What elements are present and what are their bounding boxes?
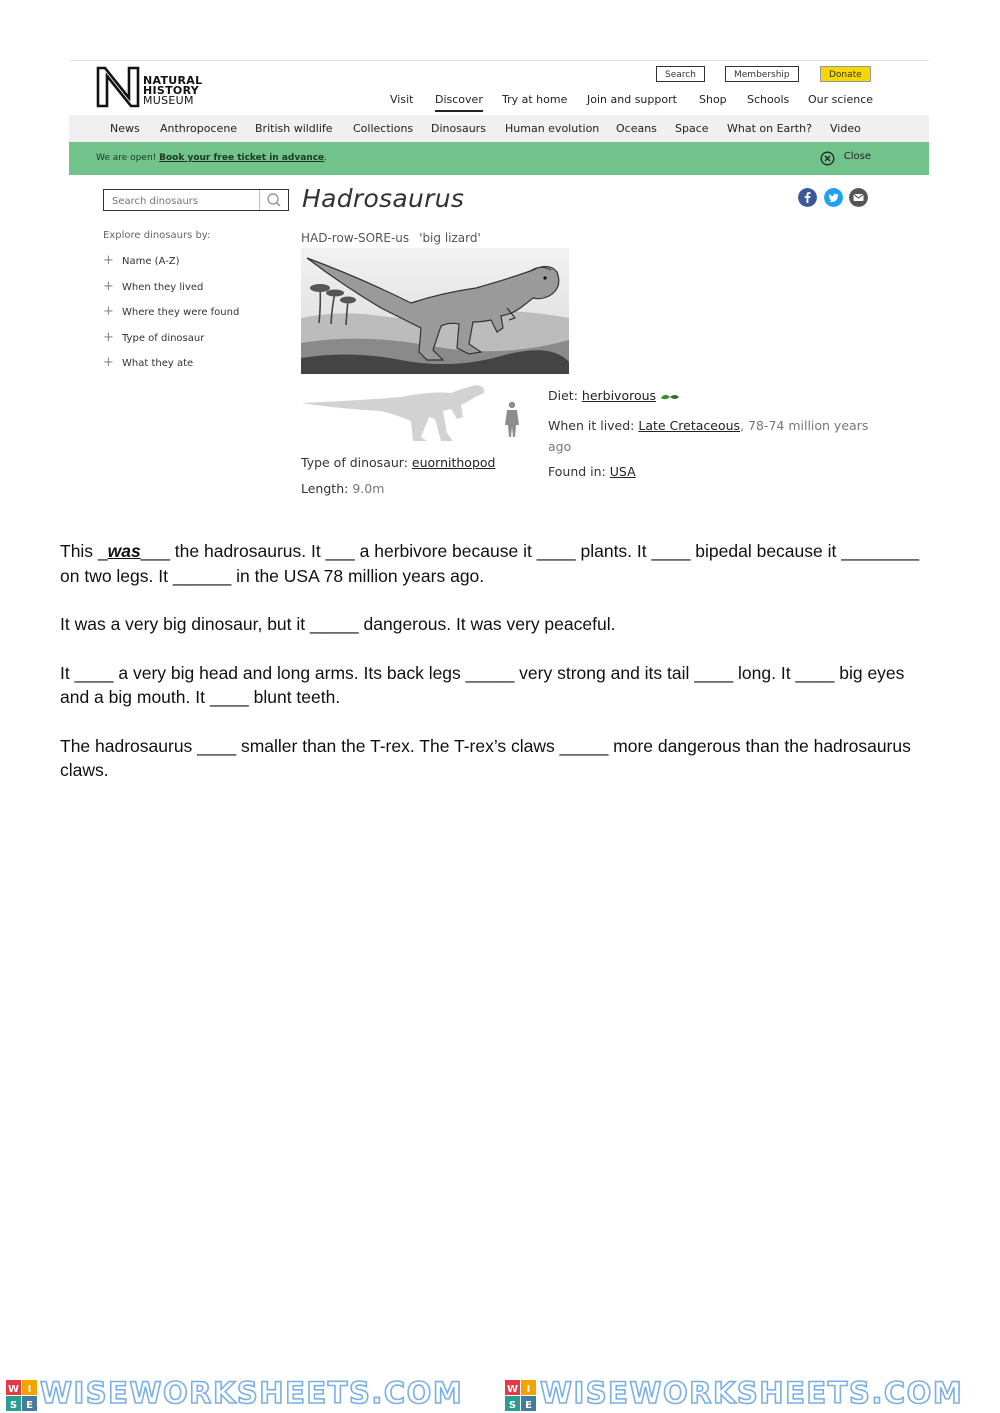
late-cretaceous-link[interactable]: Late Cretaceous (638, 418, 741, 433)
euornithopod-link[interactable]: euornithopod (411, 455, 496, 470)
dinosaur-name: Hadrosaurus (302, 184, 465, 213)
type-fact: Type of dinosaur: euornithopod (301, 455, 496, 470)
subnav-human-evolution[interactable]: Human evolution (505, 122, 600, 135)
watermark-footer (0, 1378, 1000, 1410)
worksheet-text (60, 539, 920, 807)
subnav-collections[interactable]: Collections (353, 122, 414, 135)
pronunciation: HAD-row-SORE-us 'big lizard' (301, 231, 481, 245)
worksheet-paragraph-2: It was a very big dinosaur, but it _____ dangerous. It was very peaceful. (60, 614, 616, 634)
logo-wordmark: NATURAL HISTORY MUSEUM (143, 74, 203, 107)
plus-icon: + (103, 329, 114, 345)
length-fact: Length: 9.0m (301, 481, 385, 496)
wise-badge-icon (505, 1380, 536, 1411)
search-button[interactable]: Search (656, 66, 705, 82)
subnav-british-wildlife[interactable]: British wildlife (255, 122, 333, 135)
subnav-news[interactable]: News (110, 122, 140, 135)
svg-text:I: I (526, 1384, 531, 1395)
subnav-dinosaurs[interactable]: Dinosaurs (431, 122, 486, 135)
when-lived-fact: When it lived: Late Cretaceous, 78-74 million years ago (548, 418, 869, 454)
watermark-text: WISEWORKSHEETS.COM (540, 1376, 964, 1410)
worksheet-paragraph-4: The hadrosaurus ____ smaller than the T-rex. The T-rex’s claws _____ more dangerous than the hadrosaurus claws. (60, 735, 911, 780)
hadrosaurus-illustration (301, 248, 569, 374)
nav-shop[interactable]: Shop (699, 93, 727, 106)
nav-join-and-support[interactable]: Join and support (587, 93, 677, 106)
museum-screenshot: NATURAL HISTORY MUSEUM Search Membership Donate Visit Discover Try at home Join and support Shop Schools Our science News Anthropocene British wildlife Collections Dinosaurs Human evolution Oceans Space What on Earth? Video We are open! Book your free ticket in advance. Close Search dinosaurs Explore dinosaurs by: + Name (A-Z) + When they lived + Where they were found + Type of dinosaur + What they ate Hadrosaurus HAD-row-SORE-us 'big lizard' Diet: herbivorous When it lived: Late Cretaceous, 78-74 million years ago Found in: USA Type of dinosaur: euornithopod Length: 9.0m (69, 60, 929, 510)
membership-button[interactable]: Membership (725, 66, 799, 82)
nav-our-science[interactable]: Our science (808, 93, 874, 106)
subnav-video[interactable]: Video (830, 122, 861, 135)
email-icon[interactable] (849, 188, 868, 207)
close-icon[interactable] (820, 151, 835, 166)
main-nav (69, 93, 929, 117)
subnav-anthropocene[interactable]: Anthropocene (160, 122, 238, 135)
nav-visit[interactable]: Visit (390, 93, 414, 106)
diet-fact: Diet: herbivorous (548, 388, 680, 403)
usa-link[interactable]: USA (609, 464, 636, 479)
search-icon (260, 190, 288, 210)
subnav-what-on-earth[interactable]: What on Earth? (727, 122, 812, 135)
plus-icon: + (103, 278, 114, 294)
diet-link[interactable]: herbivorous (581, 388, 657, 403)
divider (69, 60, 929, 61)
svg-text:E: E (525, 1400, 532, 1411)
found-in-fact: Found in: USA (548, 464, 636, 479)
svg-text:I: I (27, 1384, 32, 1395)
dino-search-submit[interactable] (259, 190, 288, 210)
nav-schools[interactable]: Schools (747, 93, 790, 106)
worksheet-paragraph-1: This _was___ the hadrosaurus. It ___ a herbivore because it ____ plants. It ____ bipedal because it ________ on two legs. It ______ in the USA 78 million years ago. (60, 541, 920, 586)
dino-search-input[interactable] (110, 193, 264, 209)
plus-icon: + (103, 253, 114, 268)
close-button[interactable]: Close (843, 151, 871, 162)
wise-badge-icon (6, 1380, 37, 1411)
sub-nav (69, 115, 929, 142)
plus-icon: + (103, 355, 114, 370)
svg-text:W: W (7, 1384, 20, 1395)
watermark-text: WISEWORKSHEETS.COM (40, 1376, 464, 1410)
banner-text: We are open! Book your free ticket in advance. (96, 153, 328, 163)
subnav-oceans[interactable]: Oceans (616, 122, 657, 135)
explore-label: Explore dinosaurs by: (103, 230, 211, 241)
nav-discover[interactable]: Discover (435, 93, 483, 112)
open-banner (69, 142, 929, 175)
facebook-icon[interactable] (798, 188, 817, 207)
plus-icon: + (103, 304, 114, 319)
svg-text:E: E (26, 1400, 33, 1411)
svg-text:W: W (506, 1384, 519, 1395)
donate-button[interactable]: Donate (820, 66, 871, 82)
twitter-icon[interactable] (824, 188, 843, 207)
size-comparison-silhouette (301, 385, 531, 445)
worksheet-paragraph-3: It ____ a very big head and long arms. Its back legs _____ very strong and its tail ____ long. It ____ big eyes and a big mouth. It ____ blunt teeth. (60, 662, 905, 707)
subnav-space[interactable]: Space (675, 122, 709, 135)
svg-text:S: S (9, 1400, 18, 1411)
leaf-icon (660, 392, 680, 402)
nav-try-at-home[interactable]: Try at home (502, 93, 568, 106)
svg-text:S: S (508, 1400, 517, 1411)
example-answer: was (107, 541, 141, 561)
book-ticket-link[interactable]: Book your free ticket in advance (159, 153, 325, 163)
dino-search-field[interactable] (103, 189, 289, 211)
